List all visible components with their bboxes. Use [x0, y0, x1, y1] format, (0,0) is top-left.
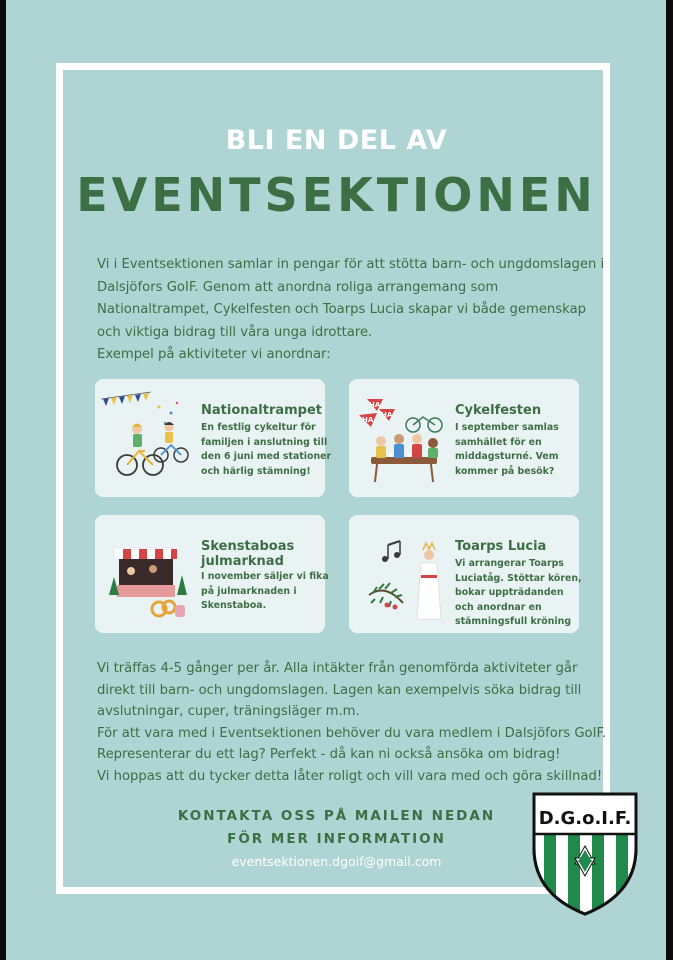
card-title-line: Nationaltrampet [201, 403, 323, 418]
lucia-icon [355, 523, 445, 623]
card-text-line: Luciatåg. Stöttar kören, [455, 572, 582, 584]
card-text-line: Vi arrangerar Toarps [455, 558, 564, 569]
speech-text: HA [381, 411, 393, 419]
card-julmarknad [95, 515, 329, 633]
card-text-line: En festlig cykeltur för [201, 422, 316, 433]
card-description [201, 421, 332, 479]
outro-line: Representerar du ett lag? Perfekt - då kan ni också ansöka om bidrag! [97, 747, 561, 763]
card-description [455, 557, 582, 630]
card-text-line: familjen i anslutning till [201, 436, 328, 448]
intro-line: Exempel på aktiviteter vi anordnar: [97, 347, 331, 363]
card-text-line: på julmarknaden i [201, 585, 297, 597]
card-title-line: Toarps Lucia [455, 539, 547, 554]
card-text-line: bokar uppträdanden [455, 587, 564, 599]
card-text-line: middagsturné. Vem [455, 451, 559, 463]
card-cykelfesten [349, 379, 579, 497]
card-text-line: och anordnar en [455, 601, 542, 613]
laughter-speech-bubbles [359, 399, 395, 427]
card-text-line: och härlig stämning! [201, 465, 311, 477]
dinner-party-icon [355, 387, 445, 487]
card-text-line: den 6 juni med stationer [201, 451, 332, 463]
card-text-line: I september samlas [455, 422, 559, 433]
card-description [455, 421, 577, 479]
card-title [455, 403, 541, 418]
outro-line: För att vara med i Eventsektionen behöver du vara medlem i Dalsjöfors GoIF. [97, 725, 607, 741]
card-title-line: julmarknad [201, 554, 284, 569]
card-text-line: stämningsfull kröning [455, 616, 572, 628]
speech-text: HA [369, 401, 381, 409]
card-text-line: samhället för en [455, 436, 542, 448]
card-text-line: Skenstaboa. [201, 600, 267, 612]
contact-line: KONTAKTA OSS PÅ MAILEN NEDAN [177, 808, 496, 824]
card-title [455, 539, 546, 554]
card-title-line: Cykelfesten [455, 403, 542, 418]
bicycle-family-icon [101, 387, 191, 487]
outro-line: direkt till barn- och ungdomslagen. Lagen kan exempelvis söka bidrag till [97, 682, 582, 698]
logo-text: D.G.o.I.F. [538, 808, 632, 829]
page-title: EVENTSEKTIONEN [76, 168, 597, 222]
card-toarps-lucia [349, 515, 582, 633]
outro-line: Vi träffas 4-5 gånger per år. Alla intäkter från genomförda aktiviteter går [97, 661, 578, 676]
intro-text [97, 254, 605, 367]
contact-line: FÖR MER INFORMATION [227, 831, 446, 847]
outro-text [97, 658, 607, 788]
intro-line: Dalsjöfors GoIF. Genom att anordna roliga arrangemang som [97, 279, 499, 295]
speech-text: HA [362, 416, 374, 424]
card-nationaltrampet [95, 379, 332, 497]
card-title-line: Skenstaboas [201, 539, 295, 554]
card-title [201, 539, 294, 569]
contact-email: eventsektionen.dgoif@gmail.com [231, 854, 442, 869]
intro-line: Nationaltrampet, Cykelfesten och Toarps Lucia skapar vi både gemenskap [97, 302, 587, 318]
card-title [201, 403, 322, 418]
kicker-heading: BLI EN DEL AV [225, 125, 448, 156]
card-text-line: I november säljer vi fika [201, 571, 329, 582]
intro-line: Vi i Eventsektionen samlar in pengar för att stötta barn- och ungdomslagen i [97, 257, 605, 272]
outro-line: avslutningar, cuper, träningsläger m.m. [97, 704, 360, 720]
card-text-line: kommer på besök? [455, 465, 555, 477]
outro-line: Vi hoppas att du tycker detta låter roligt och vill vara med och göra skillnad! [97, 768, 603, 784]
card-description [201, 570, 329, 614]
intro-line: och viktiga bidrag till våra unga idrottare. [97, 324, 373, 340]
club-logo-shield [530, 790, 640, 918]
christmas-market-icon [101, 523, 191, 623]
